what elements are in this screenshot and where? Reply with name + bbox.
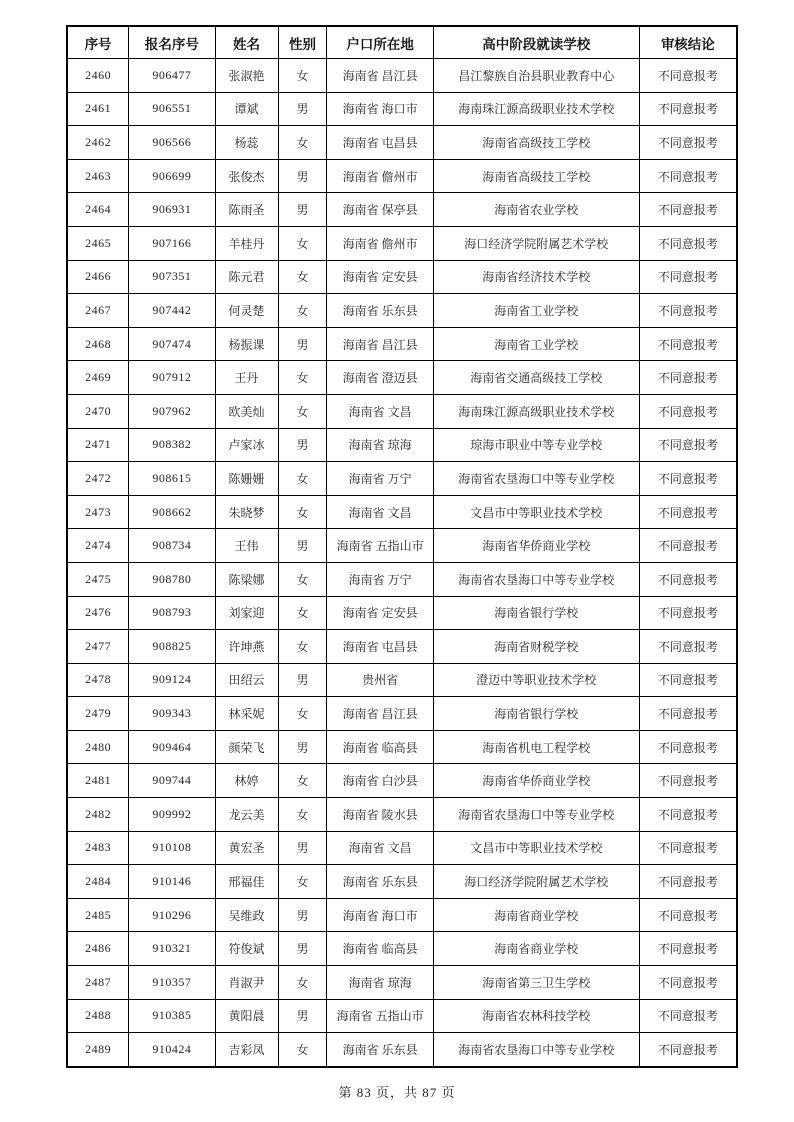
cell-conclusion: 不同意报考 [639,59,737,93]
cell-serial: 2481 [67,764,129,798]
cell-name: 王伟 [215,529,278,563]
table-row [67,730,737,764]
cell-gender: 女 [278,226,327,260]
cell-conclusion: 不同意报考 [639,730,737,764]
cell-conclusion: 不同意报考 [639,596,737,630]
cell-gender: 男 [278,898,327,932]
table-row [67,999,737,1033]
cell-gender: 女 [278,630,327,664]
cell-gender: 女 [278,126,327,160]
cell-name: 颜荣飞 [215,730,278,764]
cell-gender: 男 [278,663,327,697]
cell-gender: 女 [278,260,327,294]
cell-location: 海南省 五指山市 [327,529,434,563]
cell-school: 文昌市中等职业技术学校 [433,495,639,529]
cell-regno: 910108 [129,831,215,865]
cell-location: 海南省 乐东县 [327,865,434,899]
cell-name: 杨振课 [215,327,278,361]
cell-conclusion: 不同意报考 [639,394,737,428]
cell-gender: 女 [278,596,327,630]
cell-location: 海南省 儋州市 [327,226,434,260]
cell-school: 海南省农业学校 [433,193,639,227]
cell-school: 海南省农林科技学校 [433,999,639,1033]
cell-regno: 907962 [129,394,215,428]
cell-conclusion: 不同意报考 [639,193,737,227]
cell-location: 海南省 万宁 [327,462,434,496]
cell-conclusion: 不同意报考 [639,92,737,126]
cell-conclusion: 不同意报考 [639,932,737,966]
cell-school: 海南珠江源高级职业技术学校 [433,394,639,428]
header-school: 高中阶段就读学校 [433,26,639,59]
cell-location: 海南省 保亭县 [327,193,434,227]
cell-conclusion: 不同意报考 [639,697,737,731]
cell-gender: 女 [278,966,327,1000]
cell-serial: 2466 [67,260,129,294]
cell-serial: 2483 [67,831,129,865]
cell-regno: 909464 [129,730,215,764]
cell-conclusion: 不同意报考 [639,126,737,160]
table-row [67,663,737,697]
cell-location: 海南省 琼海 [327,966,434,1000]
cell-school: 海口经济学院附属艺术学校 [433,226,639,260]
cell-conclusion: 不同意报考 [639,1033,737,1067]
cell-school: 海南省高级技工学校 [433,126,639,160]
table-row [67,596,737,630]
cell-serial: 2462 [67,126,129,160]
cell-conclusion: 不同意报考 [639,831,737,865]
cell-regno: 910385 [129,999,215,1033]
cell-school: 海南省交通高级技工学校 [433,361,639,395]
cell-name: 刘家迎 [215,596,278,630]
cell-name: 张俊杰 [215,159,278,193]
cell-school: 海南省工业学校 [433,294,639,328]
cell-name: 陈姗姗 [215,462,278,496]
cell-regno: 910321 [129,932,215,966]
cell-regno: 908825 [129,630,215,664]
cell-gender: 男 [278,428,327,462]
cell-conclusion: 不同意报考 [639,260,737,294]
cell-location: 海南省 临高县 [327,730,434,764]
cell-school: 海南省农垦海口中等专业学校 [433,462,639,496]
cell-name: 陈元君 [215,260,278,294]
cell-regno: 907351 [129,260,215,294]
cell-regno: 908662 [129,495,215,529]
cell-regno: 908734 [129,529,215,563]
cell-conclusion: 不同意报考 [639,764,737,798]
cell-serial: 2482 [67,798,129,832]
cell-regno: 909343 [129,697,215,731]
cell-name: 黄阳晨 [215,999,278,1033]
table-body [67,59,737,1067]
cell-conclusion: 不同意报考 [639,495,737,529]
cell-name: 卢家冰 [215,428,278,462]
table-row [67,428,737,462]
cell-serial: 2485 [67,898,129,932]
table-row [67,865,737,899]
cell-conclusion: 不同意报考 [639,226,737,260]
header-location: 户口所在地 [327,26,434,59]
cell-school: 海南省农垦海口中等专业学校 [433,798,639,832]
cell-serial: 2464 [67,193,129,227]
cell-school: 文昌市中等职业技术学校 [433,831,639,865]
cell-regno: 909992 [129,798,215,832]
cell-regno: 908615 [129,462,215,496]
table-row [67,630,737,664]
cell-serial: 2487 [67,966,129,1000]
cell-name: 邢福佳 [215,865,278,899]
cell-gender: 女 [278,697,327,731]
cell-school: 海南省银行学校 [433,596,639,630]
cell-serial: 2473 [67,495,129,529]
cell-conclusion: 不同意报考 [639,798,737,832]
table-row [67,529,737,563]
header-gender: 性别 [278,26,327,59]
cell-school: 海南省商业学校 [433,898,639,932]
cell-regno: 906699 [129,159,215,193]
table-row [67,697,737,731]
cell-location: 海南省 澄迈县 [327,361,434,395]
cell-serial: 2463 [67,159,129,193]
cell-gender: 男 [278,193,327,227]
cell-school: 海口经济学院附属艺术学校 [433,865,639,899]
cell-location: 海南省 屯昌县 [327,630,434,664]
cell-gender: 女 [278,495,327,529]
cell-name: 符俊斌 [215,932,278,966]
cell-serial: 2484 [67,865,129,899]
table-row [67,898,737,932]
table-row [67,495,737,529]
table-row [67,831,737,865]
cell-school: 澄迈中等职业技术学校 [433,663,639,697]
cell-conclusion: 不同意报考 [639,361,737,395]
cell-location: 海南省 乐东县 [327,1033,434,1067]
table-row [67,462,737,496]
table-row [67,59,737,93]
cell-conclusion: 不同意报考 [639,327,737,361]
table-row [67,966,737,1000]
cell-location: 海南省 定安县 [327,260,434,294]
cell-location: 海南省 海口市 [327,92,434,126]
cell-serial: 2488 [67,999,129,1033]
cell-regno: 907166 [129,226,215,260]
cell-name: 谭斌 [215,92,278,126]
table-row [67,226,737,260]
cell-serial: 2468 [67,327,129,361]
cell-name: 王丹 [215,361,278,395]
cell-location: 海南省 乐东县 [327,294,434,328]
cell-location: 贵州省 [327,663,434,697]
cell-conclusion: 不同意报考 [639,529,737,563]
cell-name: 许坤燕 [215,630,278,664]
cell-school: 海南省商业学校 [433,932,639,966]
cell-conclusion: 不同意报考 [639,159,737,193]
cell-location: 海南省 昌江县 [327,59,434,93]
table-row [67,126,737,160]
cell-serial: 2479 [67,697,129,731]
cell-school: 海南省机电工程学校 [433,730,639,764]
cell-serial: 2471 [67,428,129,462]
cell-serial: 2480 [67,730,129,764]
table-row [67,932,737,966]
cell-regno: 906477 [129,59,215,93]
header-serial: 序号 [67,26,129,59]
cell-school: 海南省华侨商业学校 [433,529,639,563]
cell-regno: 909744 [129,764,215,798]
cell-gender: 男 [278,932,327,966]
cell-location: 海南省 屯昌县 [327,126,434,160]
cell-serial: 2476 [67,596,129,630]
table-row [67,394,737,428]
header-regno: 报名序号 [129,26,215,59]
cell-regno: 908382 [129,428,215,462]
cell-name: 杨蕊 [215,126,278,160]
cell-gender: 男 [278,831,327,865]
cell-serial: 2461 [67,92,129,126]
cell-conclusion: 不同意报考 [639,630,737,664]
cell-location: 海南省 万宁 [327,562,434,596]
cell-school: 海南省农垦海口中等专业学校 [433,562,639,596]
cell-gender: 女 [278,361,327,395]
cell-serial: 2467 [67,294,129,328]
cell-name: 田绍云 [215,663,278,697]
page-indicator: 第 83 页，共 87 页 [338,1085,456,1100]
cell-gender: 女 [278,764,327,798]
cell-location: 海南省 定安县 [327,596,434,630]
cell-regno: 910357 [129,966,215,1000]
cell-location: 海南省 昌江县 [327,327,434,361]
table-row [67,562,737,596]
cell-name: 陈雨圣 [215,193,278,227]
cell-regno: 907912 [129,361,215,395]
table-row [67,294,737,328]
cell-name: 欧美灿 [215,394,278,428]
cell-gender: 女 [278,1033,327,1067]
cell-regno: 909124 [129,663,215,697]
applicants-table [66,25,738,1068]
cell-name: 朱晓梦 [215,495,278,529]
cell-serial: 2470 [67,394,129,428]
table-header [67,26,737,59]
cell-serial: 2486 [67,932,129,966]
cell-regno: 906931 [129,193,215,227]
cell-serial: 2460 [67,59,129,93]
cell-location: 海南省 文昌 [327,394,434,428]
cell-name: 黄宏圣 [215,831,278,865]
table-row [67,764,737,798]
cell-serial: 2477 [67,630,129,664]
table-row [67,159,737,193]
cell-gender: 男 [278,529,327,563]
cell-serial: 2469 [67,361,129,395]
cell-school: 海南省银行学校 [433,697,639,731]
cell-gender: 女 [278,865,327,899]
cell-gender: 女 [278,394,327,428]
cell-gender: 男 [278,159,327,193]
header-conclusion: 审核结论 [639,26,737,59]
cell-name: 羊桂丹 [215,226,278,260]
cell-school: 海南省财税学校 [433,630,639,664]
cell-school: 海南省高级技工学校 [433,159,639,193]
cell-name: 陈梁娜 [215,562,278,596]
cell-regno: 906566 [129,126,215,160]
table-row [67,92,737,126]
header-row [67,26,737,59]
cell-conclusion: 不同意报考 [639,428,737,462]
cell-regno: 908793 [129,596,215,630]
page-footer [0,1082,794,1101]
cell-school: 海南省第三卫生学校 [433,966,639,1000]
cell-regno: 910296 [129,898,215,932]
cell-conclusion: 不同意报考 [639,562,737,596]
cell-regno: 907474 [129,327,215,361]
cell-location: 海南省 昌江县 [327,697,434,731]
cell-name: 吉彩凤 [215,1033,278,1067]
cell-location: 海南省 琼海 [327,428,434,462]
cell-name: 龙云美 [215,798,278,832]
cell-gender: 女 [278,462,327,496]
cell-gender: 女 [278,59,327,93]
cell-name: 林采妮 [215,697,278,731]
cell-gender: 男 [278,999,327,1033]
cell-name: 林婷 [215,764,278,798]
cell-serial: 2475 [67,562,129,596]
cell-gender: 男 [278,730,327,764]
cell-serial: 2478 [67,663,129,697]
cell-gender: 女 [278,562,327,596]
cell-regno: 907442 [129,294,215,328]
cell-regno: 906551 [129,92,215,126]
cell-conclusion: 不同意报考 [639,294,737,328]
cell-conclusion: 不同意报考 [639,999,737,1033]
cell-location: 海南省 儋州市 [327,159,434,193]
cell-gender: 女 [278,294,327,328]
cell-school: 昌江黎族自治县职业教育中心 [433,59,639,93]
cell-conclusion: 不同意报考 [639,865,737,899]
cell-gender: 男 [278,92,327,126]
cell-name: 何灵楚 [215,294,278,328]
header-name: 姓名 [215,26,278,59]
cell-school: 琼海市职业中等专业学校 [433,428,639,462]
cell-name: 吴维政 [215,898,278,932]
table-row [67,361,737,395]
table-row [67,1033,737,1067]
cell-location: 海南省 文昌 [327,495,434,529]
cell-location: 海南省 白沙县 [327,764,434,798]
cell-serial: 2474 [67,529,129,563]
cell-name: 肖淑尹 [215,966,278,1000]
cell-school: 海南省华侨商业学校 [433,764,639,798]
cell-gender: 男 [278,327,327,361]
cell-school: 海南省经济技术学校 [433,260,639,294]
cell-school: 海南省农垦海口中等专业学校 [433,1033,639,1067]
cell-school: 海南珠江源高级职业技术学校 [433,92,639,126]
cell-regno: 910146 [129,865,215,899]
cell-location: 海南省 陵水县 [327,798,434,832]
cell-location: 海南省 海口市 [327,898,434,932]
table-row [67,327,737,361]
cell-location: 海南省 临高县 [327,932,434,966]
table-row [67,260,737,294]
cell-school: 海南省工业学校 [433,327,639,361]
cell-conclusion: 不同意报考 [639,966,737,1000]
cell-gender: 女 [278,798,327,832]
cell-serial: 2489 [67,1033,129,1067]
cell-name: 张淑艳 [215,59,278,93]
cell-conclusion: 不同意报考 [639,663,737,697]
table-row [67,798,737,832]
cell-location: 海南省 五指山市 [327,999,434,1033]
cell-location: 海南省 文昌 [327,831,434,865]
cell-conclusion: 不同意报考 [639,462,737,496]
cell-regno: 908780 [129,562,215,596]
cell-serial: 2472 [67,462,129,496]
table-row [67,193,737,227]
cell-conclusion: 不同意报考 [639,898,737,932]
cell-regno: 910424 [129,1033,215,1067]
cell-serial: 2465 [67,226,129,260]
